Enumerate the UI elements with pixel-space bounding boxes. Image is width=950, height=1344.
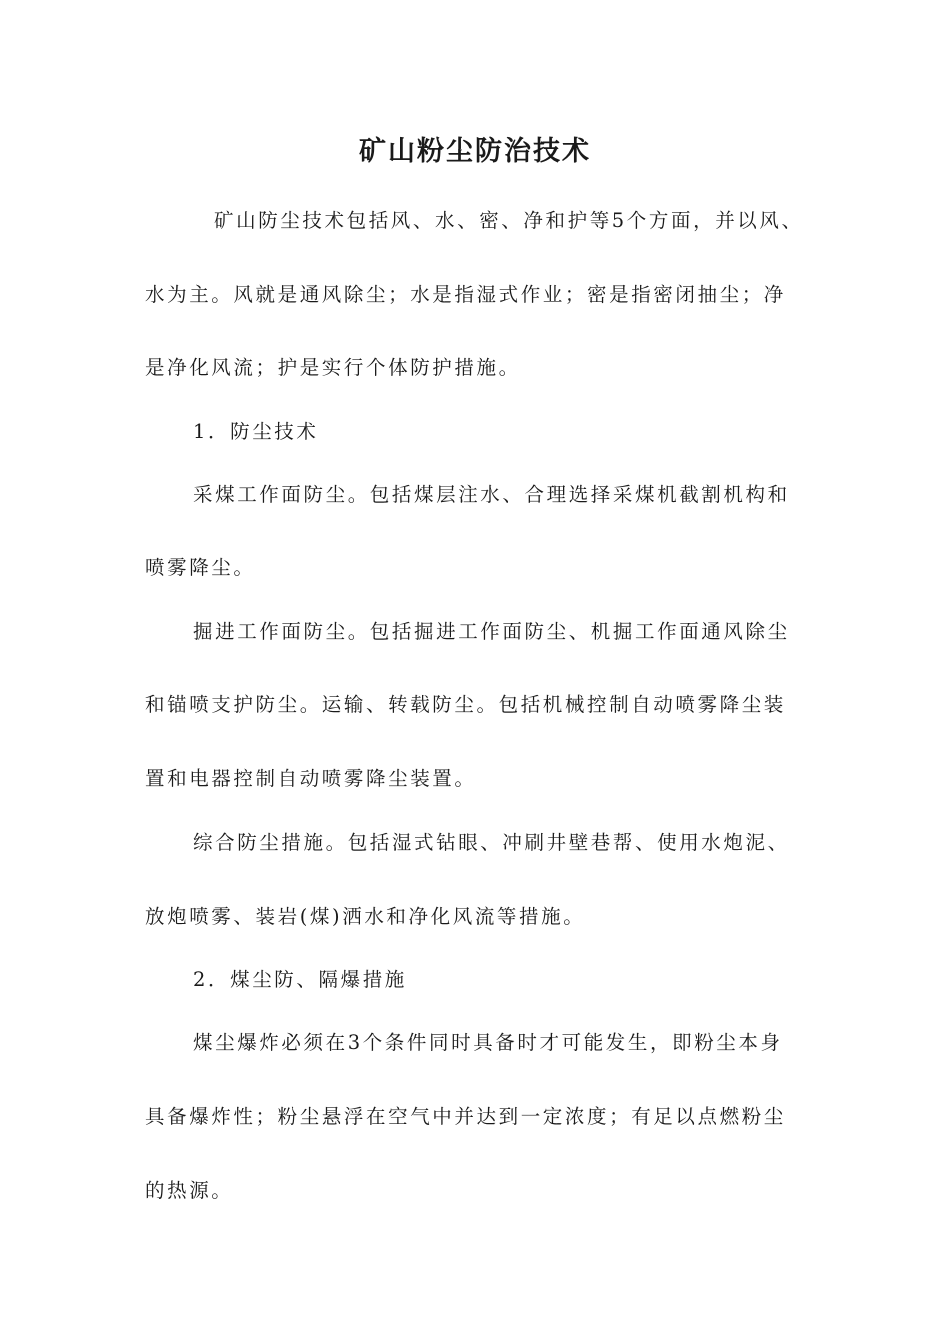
paragraph-line: 是净化风流；护是实行个体防护措施。 bbox=[145, 356, 521, 379]
paragraph-line: 采煤工作面防尘。包括煤层注水、合理选择采煤机截割机构和 bbox=[193, 483, 790, 506]
paragraph-line: 煤尘爆炸必须在3个条件同时具备时才可能发生，即粉尘本身 bbox=[193, 1031, 783, 1054]
paragraph-line: 水为主。风就是通风除尘；水是指湿式作业；密是指密闭抽尘；净 bbox=[145, 283, 786, 306]
paragraph-line: 置和电器控制自动喷雾降尘装置。 bbox=[145, 767, 477, 790]
paragraph-line: 掘进工作面防尘。包括掘进工作面防尘、机掘工作面通风除尘 bbox=[193, 620, 790, 643]
section-heading: 1．防尘技术 bbox=[193, 420, 319, 443]
paragraph-line: 放炮喷雾、装岩(煤)洒水和净化风流等措施。 bbox=[145, 905, 586, 928]
paragraph-line: 矿山防尘技术包括风、水、密、净和护等5个方面，并以风、 bbox=[214, 209, 804, 232]
paragraph-line: 的热源。 bbox=[145, 1179, 234, 1202]
paragraph-line: 和锚喷支护防尘。运输、转载防尘。包括机械控制自动喷雾降尘装 bbox=[145, 693, 786, 716]
document-title: 矿山粉尘防治技术 bbox=[359, 136, 591, 167]
paragraph-line: 喷雾降尘。 bbox=[145, 556, 256, 579]
paragraph-line: 综合防尘措施。包括湿式钻眼、冲刷井壁巷帮、使用水炮泥、 bbox=[193, 831, 790, 854]
paragraph-line: 具备爆炸性；粉尘悬浮在空气中并达到一定浓度；有足以点燃粉尘 bbox=[145, 1105, 786, 1128]
section-heading: 2．煤尘防、隔爆措施 bbox=[193, 968, 407, 991]
